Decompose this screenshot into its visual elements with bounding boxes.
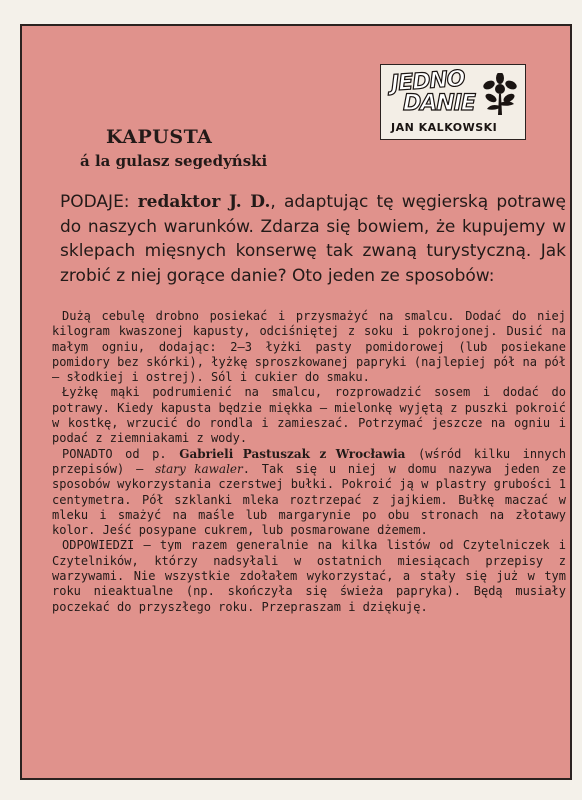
flower-emblem-icon bbox=[481, 73, 519, 117]
p3-rest: . Tak się u niej w domu nazywa jeden ze sposobów wykorzystania czerstwej bułki. Pokroić ją w plastry grubości 1 centymetra. Pół szklanki mleka roztrzepać z jajkiem. Bułkę maczać w mleku i smażyć na maśle lub margarynie po obu stronach na złotawy kolor. Jeść posypane cukrem, lub posmarowane dżemem. bbox=[52, 461, 566, 538]
answers-paragraph: ODPOWIEDZI — tym razem generalnie na kilka listów od Czytelniczek i Czytelników, którzy nadsyłali w ostatnich miesiącach przepisy z warzywami. Nie wszystkie zdołałem wykorzystać, a stały się już w tym roku nieaktualne (np. skończyła się świeża papryka). Będą musiały poczekać do przyszłego roku. Przepraszam i dziękuję. bbox=[52, 538, 566, 614]
intro-lead: PODAJE: bbox=[60, 192, 138, 212]
article-title: KAPUSTA bbox=[106, 126, 213, 148]
column-logo bbox=[380, 64, 526, 140]
p3-mid: (wśród kilku innych przepisów) — bbox=[52, 446, 566, 476]
intro-author: redaktor J. D. bbox=[137, 192, 271, 212]
recipe-paragraph-3 bbox=[52, 447, 566, 539]
recipe-paragraph-2: Łyżkę mąki podrumienić na smalcu, rozprowadzić sosem i dodać do potrawy. Kiedy kapusta będzie miękka — mielonkę wyjętą z puszki pokroić w kostkę, wrzucić do rondla i zamieszać. Potrzymać jeszcze na ogniu i podać z ziemniakami z wody. bbox=[52, 385, 566, 446]
p3-author: Gabrieli Pastuszak z Wrocławia bbox=[179, 446, 406, 461]
logo-word-danie: DANIE bbox=[403, 91, 475, 116]
article-subtitle: á la gulasz segedyński bbox=[80, 152, 268, 170]
article-intro bbox=[60, 190, 566, 288]
intro-rest: , adaptując tę węgierską potrawę do naszych warunków. Zdarza się bowiem, że kupujemy w sklepach mięsnych konserwę tak zwaną turystyczną. Jak zrobić z niej gorące danie? Oto jeden ze sposobów: bbox=[60, 192, 566, 286]
logo-author: JAN KALKOWSKI bbox=[391, 121, 498, 134]
p3-lead: PONADTO od p. bbox=[62, 446, 180, 461]
article-body bbox=[52, 309, 566, 615]
newspaper-clipping bbox=[20, 24, 572, 780]
recipe-paragraph-1: Dużą cebulę drobno posiekać i przysmażyć na smalcu. Dodać do niej kilogram kwaszonej kapusty, odciśniętej z soku i pokrojonej. Dusić na małym ogniu, dodając: 2—3 łyżki pasty pomidorowej (lub posiekane pomidory bez skórki), łyżkę sproszkowanej papryki (najlepiej pół na pół — słodkiej i ostrej). Sól i cukier do smaku. bbox=[52, 309, 566, 385]
p3-recipe-name: stary kawaler bbox=[155, 461, 243, 476]
logo-word-jedno: JEDNO bbox=[390, 66, 466, 97]
